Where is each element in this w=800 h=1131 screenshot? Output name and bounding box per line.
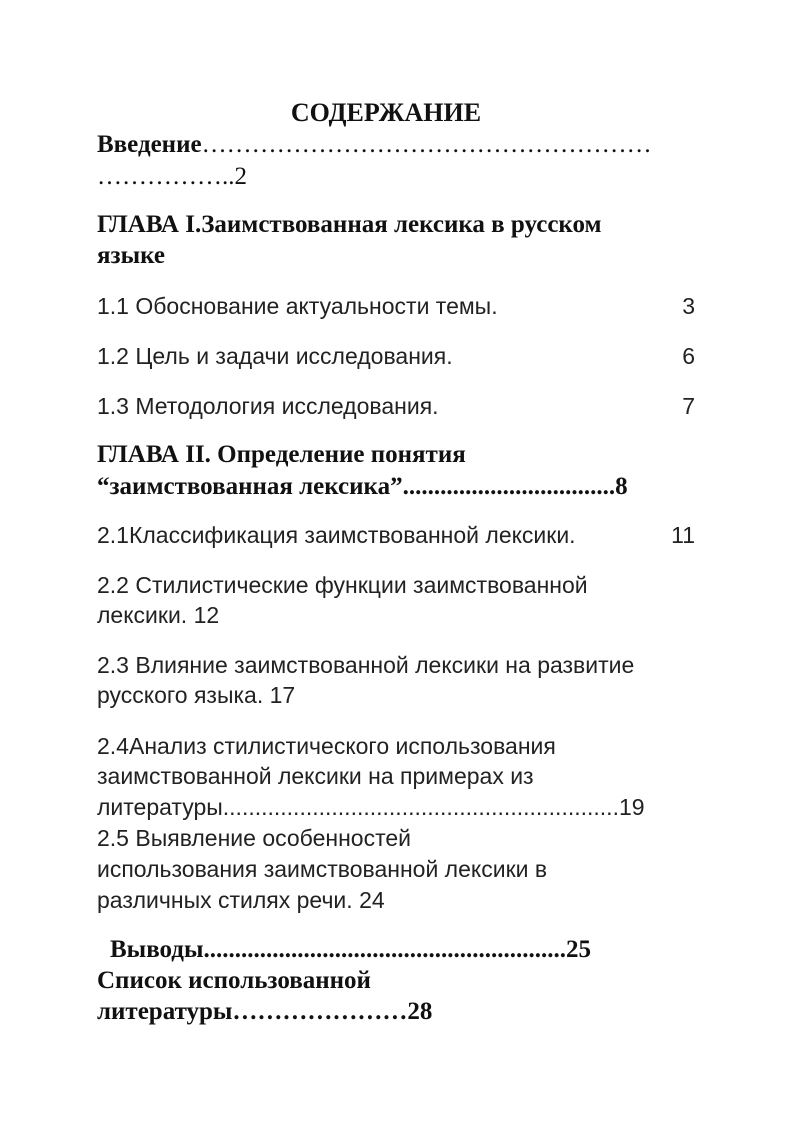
toc-references-line-1: Список использованной	[97, 967, 371, 994]
toc-section-2-4-line-3: литературы..............................................................19	[97, 794, 645, 820]
toc-section-2-3-line-2: русского языка. 17	[97, 682, 296, 708]
toc-section-1-3-page: 7	[682, 393, 695, 419]
page-title: СОДЕРЖАНИЕ	[290, 98, 482, 127]
toc-chapter2-line-2: “заимствованная лексика”..................................8	[97, 473, 628, 500]
toc-chapter2-line-1: ГЛАВА II. Определение понятия	[97, 441, 466, 468]
toc-section-2-3-line-1: 2.3 Влияние заимствованной лексики на развитие	[97, 652, 635, 678]
toc-chapter1-line-1: ГЛАВА I.Заимствованная лексика в русском	[97, 211, 602, 238]
toc-conclusions: Выводы..........................................................25	[110, 936, 591, 963]
toc-intro-dots: ………………………………………………	[201, 131, 652, 158]
toc-section-1-1-page: 3	[682, 293, 695, 319]
toc-section-2-5-line-2: использования заимствованной лексики в	[97, 856, 548, 882]
toc-intro-label: Введение	[97, 131, 202, 158]
toc-section-2-5-line-3: различных стилях речи. 24	[97, 887, 385, 913]
toc-section-2-4-line-2: заимствованной лексики на примерах из	[97, 763, 534, 789]
toc-intro-line-2: ……………..2	[97, 163, 247, 190]
toc-section-1-2: 1.2 Цель и задачи исследования.	[97, 343, 453, 369]
toc-section-2-1: 2.1Классификация заимствованной лексики.	[97, 522, 576, 548]
toc-section-2-2-line-2: лексики. 12	[97, 602, 220, 628]
toc-section-2-5-line-1: 2.5 Выявление особенностей	[97, 825, 411, 851]
toc-section-2-1-page: 11	[671, 522, 695, 548]
toc-section-1-1: 1.1 Обоснование актуальности темы.	[97, 293, 498, 319]
toc-section-1-2-page: 6	[682, 343, 695, 369]
toc-section-1-3: 1.3 Методология исследования.	[97, 393, 439, 419]
toc-references-line-2: литературы…………………28	[97, 998, 433, 1025]
toc-chapter1-line-2: языке	[97, 242, 165, 269]
toc-section-2-4-line-1: 2.4Анализ стилистического использования	[97, 733, 556, 759]
toc-intro-line-1	[97, 130, 652, 160]
toc-section-2-2-line-1: 2.2 Стилистические функции заимствованной	[97, 572, 588, 598]
